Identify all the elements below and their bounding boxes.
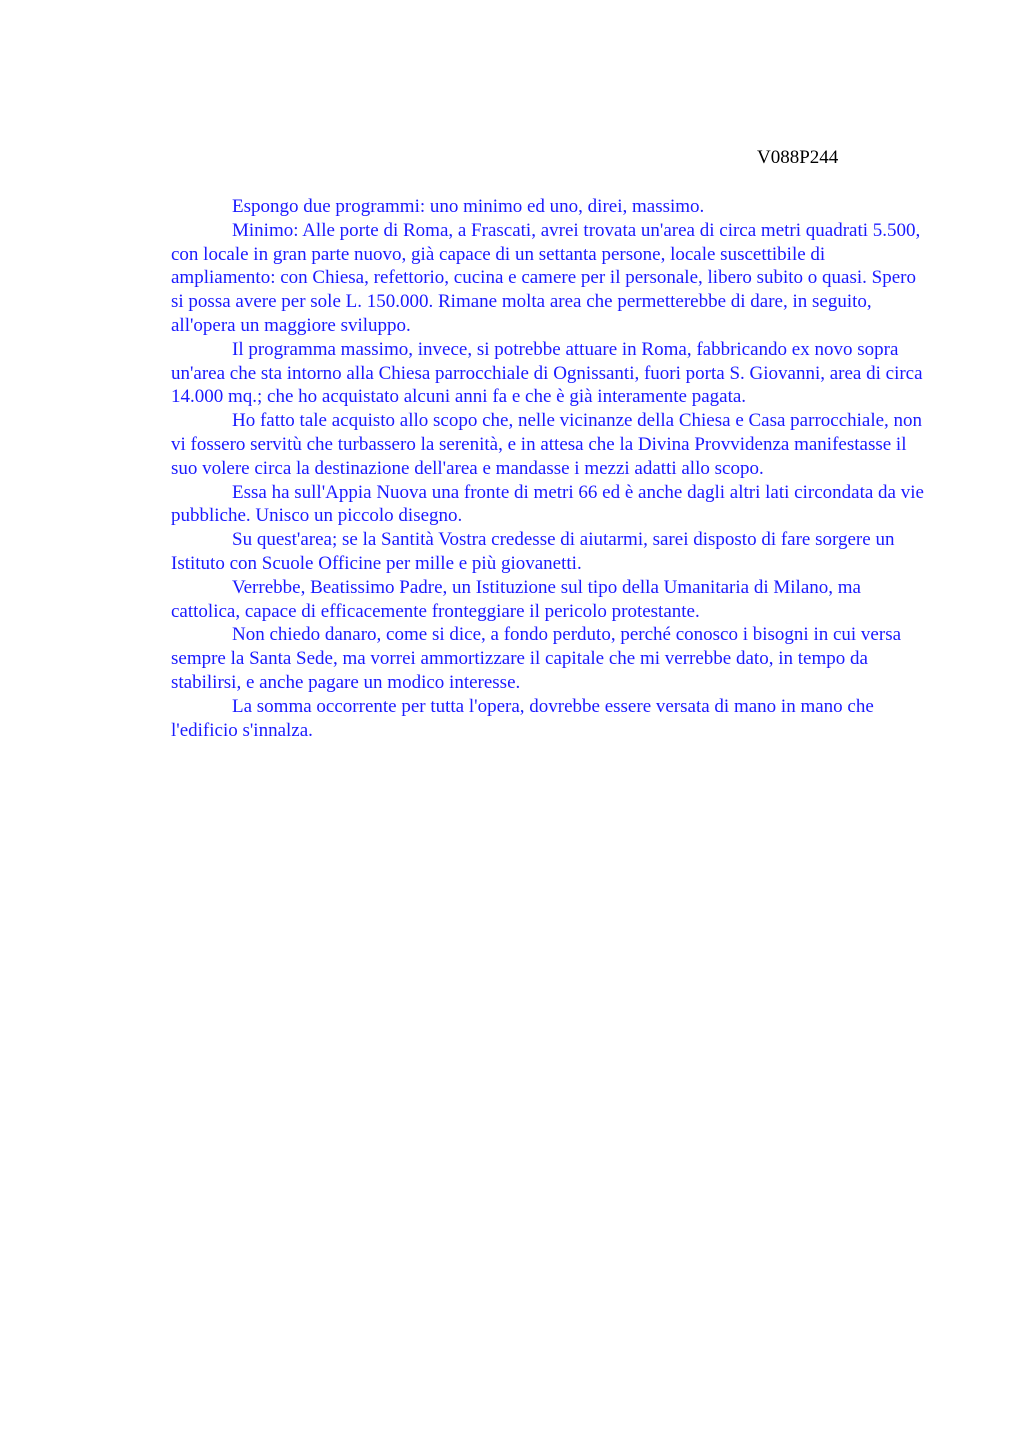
paragraph: Minimo: Alle porte di Roma, a Frascati, avrei trovata un'area di circa metri quadrati 5.500, con locale in gran parte nuovo, già capace di un settanta persone, locale suscettibile di ampliamento: con Chiesa, refettorio, cucina e camere per il personale, libero subito o quasi. Spero si possa avere per sole L. 150.000. Rimane molta area che permetterebbe di dare, in seguito, all'opera un maggiore sviluppo. (171, 219, 921, 336)
paragraph: Verrebbe, Beatissimo Padre, un Istituzione sul tipo della Umanitaria di Milano, ma cattolica, capace di efficacemente fronteggiare il pericolo protestante. (171, 576, 861, 622)
paragraph: Espongo due programmi: uno minimo ed uno, direi, massimo. (232, 196, 705, 217)
paragraph: Ho fatto tale acquisto allo scopo che, nelle vicinanze della Chiesa e Casa parrocchiale, non vi fossero servitù che turbassero la serenità, e in attesa che la Divina Provvidenza manifestasse il suo volere circa la destinazione dell'area e mandasse i mezzi adatti allo scopo. (171, 410, 923, 479)
paragraph: Su quest'area; se la Santità Vostra credesse di aiutarmi, sarei disposto di fare sorgere un Istituto con Scuole Officine per mille e più giovanetti. (171, 529, 895, 574)
paragraph: La somma occorrente per tutta l'opera, dovrebbe essere versata di mano in mano che l'edificio s'innalza. (171, 695, 874, 741)
paragraph: Il programma massimo, invece, si potrebbe attuare in Roma, fabbricando ex novo sopra un'area che sta intorno alla Chiesa parrocchiale di Ognissanti, fuori porta S. Giovanni, area di circa 14.000 mq.; che ho acquistato alcuni anni fa e che è già interamente pagata. (171, 338, 923, 408)
body-text (171, 195, 933, 742)
paragraph: Essa ha sull'Appia Nuova una fronte di metri 66 ed è anche dagli altri lati circondata da vie pubbliche. Unisco un piccolo disegno. (171, 481, 924, 527)
page-code: V088P244 (757, 147, 839, 168)
paragraph: Non chiedo danaro, come si dice, a fondo perduto, perché conosco i bisogni in cui versa sempre la Santa Sede, ma vorrei ammortizzare il capitale che mi verrebbe dato, in tempo da stabilirsi, e anche pagare un modico interesse. (171, 624, 902, 693)
